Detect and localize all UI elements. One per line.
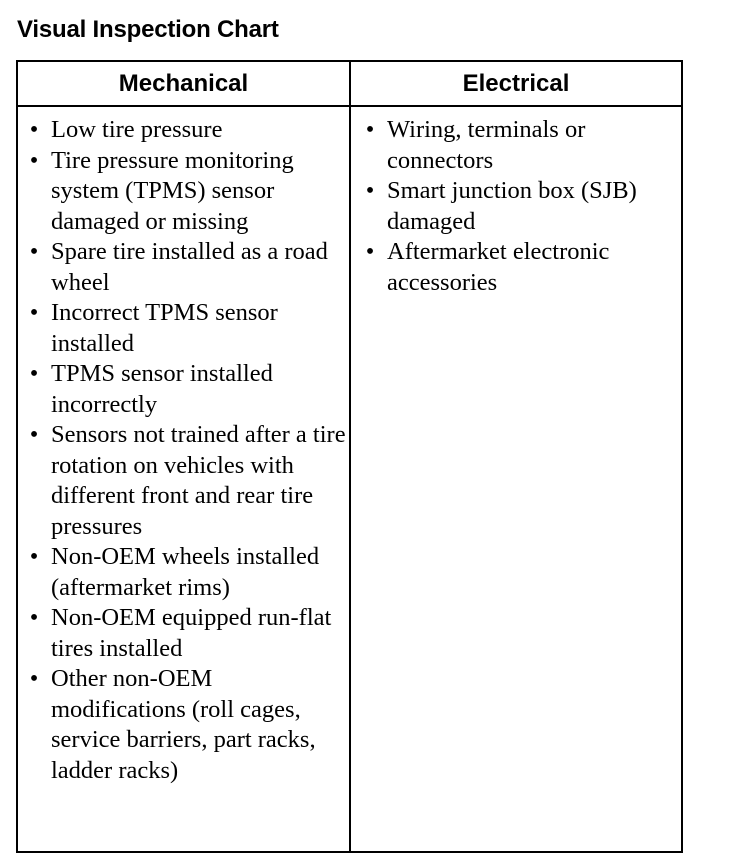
list-item xyxy=(362,176,672,237)
list-item-text: Tire pressure monitoring system (TPMS) sensor damaged or missing xyxy=(51,146,294,235)
header-divider xyxy=(18,105,681,107)
column-divider xyxy=(349,62,351,851)
bullet-icon: • xyxy=(365,116,375,143)
list-item-text: Aftermarket electronic accessories xyxy=(387,238,610,296)
list-item xyxy=(26,664,346,786)
bullet-icon: • xyxy=(29,421,39,448)
bullet-icon: • xyxy=(29,299,39,326)
list-item xyxy=(26,115,346,146)
list-item xyxy=(26,420,346,542)
list-item-text: Other non-OEM modifications (roll cages, service barriers, part racks, ladder racks) xyxy=(51,665,316,784)
list-item-text: Smart junction box (SJB) damaged xyxy=(387,177,637,235)
list-item xyxy=(26,359,346,420)
list-item xyxy=(26,542,346,603)
list-item xyxy=(362,237,672,298)
list-item xyxy=(26,237,346,298)
list-item-text: Low tire pressure xyxy=(51,116,223,143)
bullet-icon: • xyxy=(29,360,39,387)
inspection-table xyxy=(16,60,683,853)
list-item-text: Sensors not trained after a tire rotation on vehicles with different front and rear tire pressures xyxy=(51,421,346,540)
bullet-icon: • xyxy=(365,238,375,265)
list-item-text: Spare tire installed as a road wheel xyxy=(51,238,328,296)
list-item xyxy=(26,298,346,359)
list-item-text: TPMS sensor installed incorrectly xyxy=(51,360,273,418)
list-item xyxy=(26,146,346,238)
mechanical-items-list xyxy=(26,115,346,786)
bullet-icon: • xyxy=(29,665,39,692)
mechanical-column-header: Mechanical xyxy=(118,69,249,97)
list-item-text: Non-OEM wheels installed (aftermarket rims) xyxy=(51,543,320,601)
electrical-column-header: Electrical xyxy=(462,69,570,97)
bullet-icon: • xyxy=(29,146,39,174)
list-item xyxy=(26,603,346,664)
bullet-icon: • xyxy=(29,116,39,143)
list-item xyxy=(362,115,672,176)
list-item-text: Wiring, terminals or connectors xyxy=(387,116,586,174)
bullet-icon: • xyxy=(29,238,39,265)
bullet-icon: • xyxy=(365,177,375,204)
bullet-icon: • xyxy=(29,543,39,570)
list-item-text: Incorrect TPMS sensor installed xyxy=(51,299,278,357)
electrical-items-list xyxy=(362,115,672,298)
bullet-icon: • xyxy=(29,604,39,631)
page-title: Visual Inspection Chart xyxy=(17,16,279,43)
list-item-text: Non-OEM equipped run-flat tires installed xyxy=(51,604,332,662)
